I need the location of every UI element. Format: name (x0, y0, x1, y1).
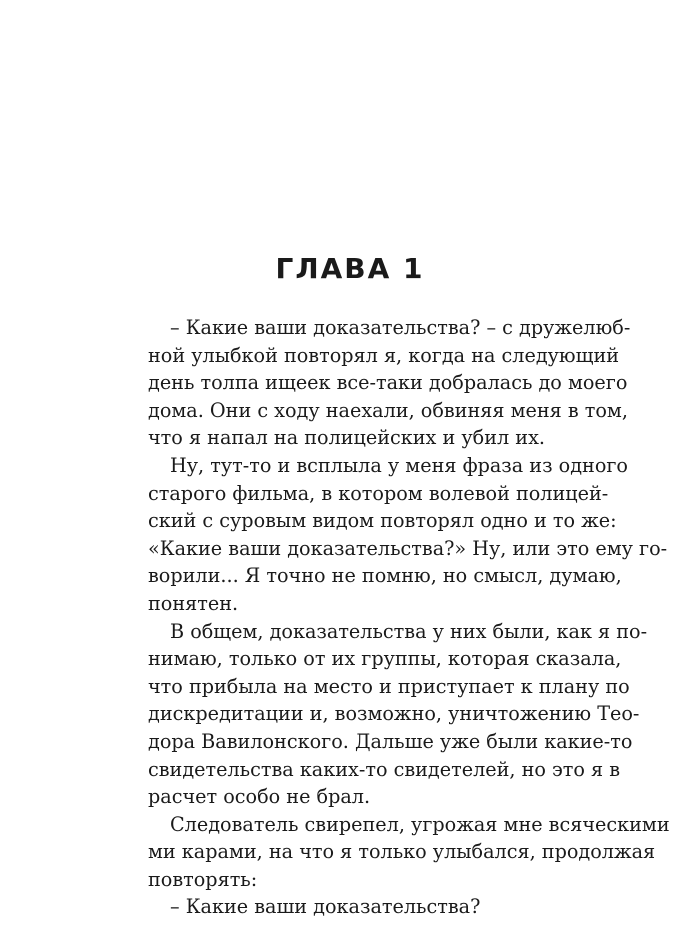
text-line: В общем, доказательства у них были, как я по- (170, 619, 648, 643)
text-line: повторять: (148, 867, 258, 891)
text-line: что я напал на полицейских и убил их. (148, 426, 545, 450)
chapter-title: ГЛАВА 1 (275, 252, 425, 285)
text-line: понятен. (148, 591, 239, 615)
text-line: свидетельства каких-то свидетелей, но это я в (148, 757, 621, 781)
text-line: «Какие ваши доказательства?» Ну, или это ему го- (148, 536, 668, 560)
text-line: ский с суровым видом повторял одно и то же: (148, 509, 617, 533)
text-line: расчет особо не брал. (148, 785, 371, 809)
text-line: старого фильма, в котором волевой полицей- (148, 481, 609, 505)
text-line: Следователь свирепел, угрожая мне всяческими (170, 812, 670, 836)
text-line: нимаю, только от их группы, которая сказала, (148, 647, 622, 671)
text-line: ворили... Я точно не помню, но смысл, думаю, (148, 564, 622, 588)
body-text (148, 314, 670, 921)
text-line: дома. Они с ходу наехали, обвиняя меня в том, (148, 398, 628, 422)
text-line: дискредитации и, возможно, уничтожению Тео- (148, 702, 640, 726)
text-line: – Какие ваши доказательства? (170, 895, 481, 919)
text-line: что прибыла на место и приступает к плану по (148, 674, 630, 698)
text-line: ми карами, на что я только улыбался, продолжая (148, 840, 656, 864)
text-line: день толпа ищеек все-таки добралась до моего (148, 371, 628, 395)
text-line: Ну, тут-то и всплыла у меня фраза из одного (170, 453, 628, 477)
text-line: – Какие ваши доказательства? – с дружелюб- (170, 316, 631, 339)
text-line: дора Вавилонского. Дальше уже были какие-то (148, 729, 633, 753)
text-line: ной улыбкой повторял я, когда на следующий (148, 343, 620, 367)
